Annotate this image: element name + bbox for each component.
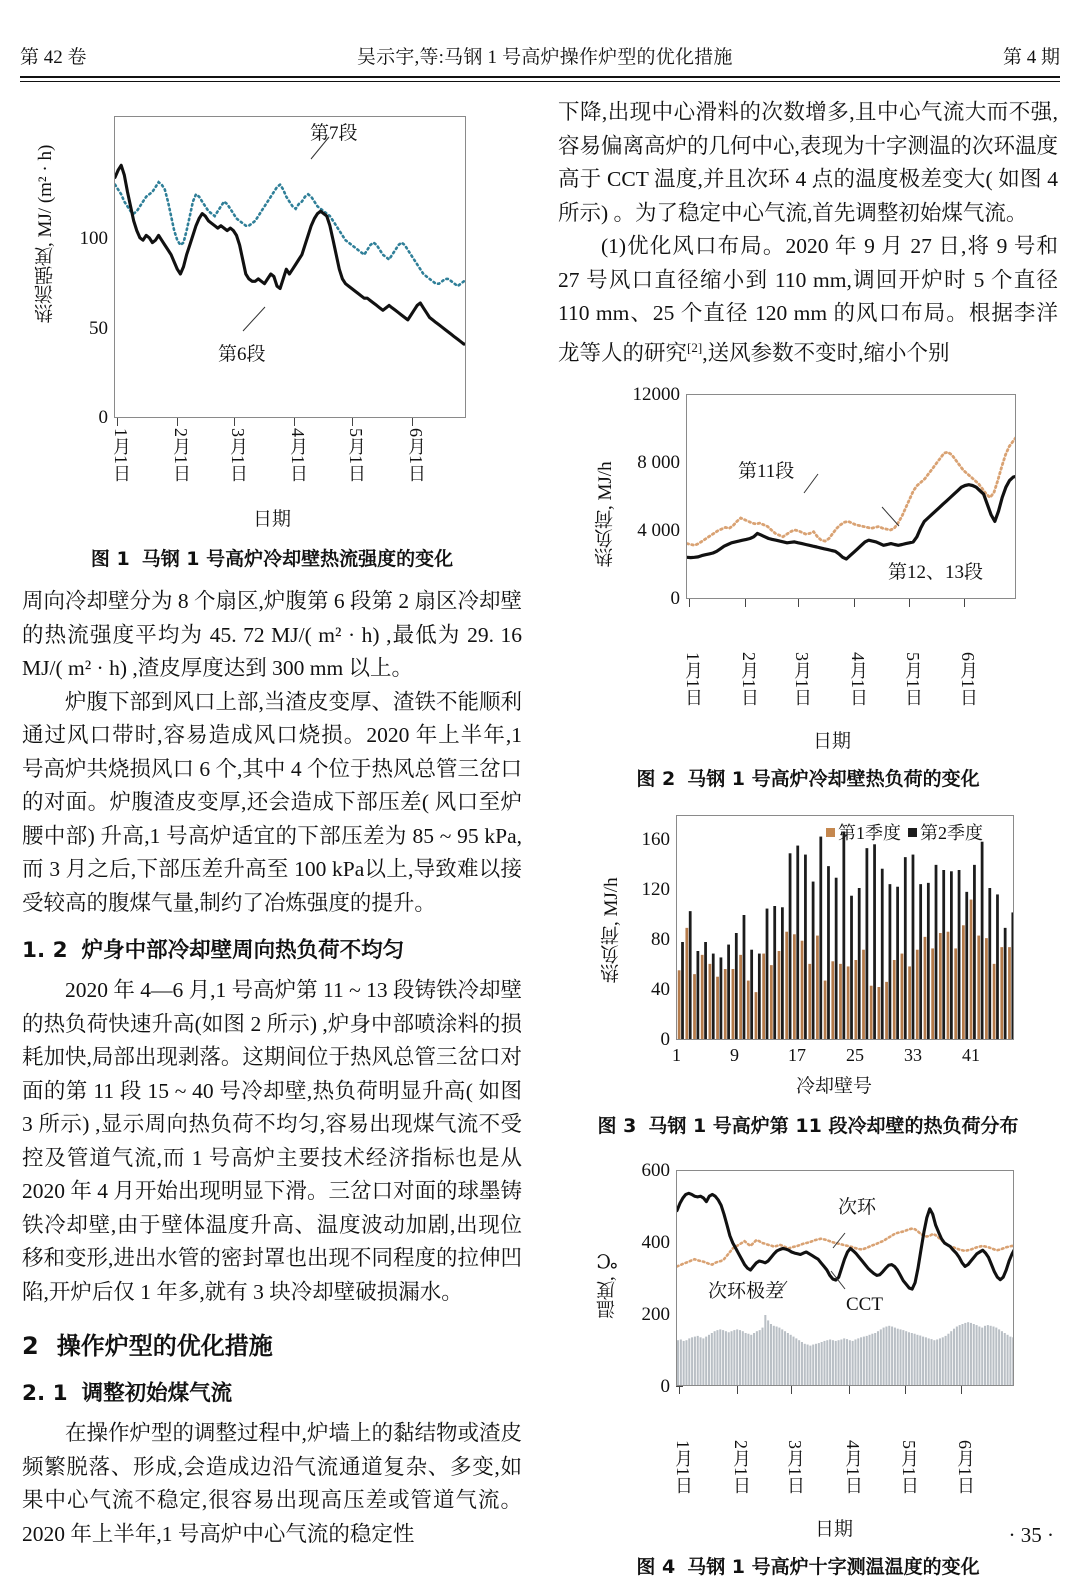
- fig3-y-tick-120: 120: [641, 879, 670, 901]
- right-paragraph-1: 下降,出现中心滑料的次数增多,且中心气流大而不强,容易偏离高炉的几何中心,表现为十字测温的次环温度高于 CCT 温度,并且次环 4 点的温度极差变大( 如图 4 所示) 。为了稳定中心气流,首先调整初始煤气流。: [558, 100, 1058, 225]
- fig4-x-tick-4: 5月1日: [899, 1440, 919, 1495]
- fig1-xtickmark: [234, 418, 235, 426]
- right-paragraph-2-post: ,送风参数不变时,缩小个别: [702, 340, 950, 365]
- fig1-y-tick-0: 0: [98, 407, 108, 428]
- fig4-x-tick-1: 2月1日: [731, 1440, 751, 1495]
- fig2-xtickmark: [689, 599, 690, 607]
- fig4-y-tick-600: 600: [641, 1160, 670, 1182]
- fig1-x-axis-label: 日期: [252, 509, 291, 530]
- figure-1-caption-label: 图 1: [90, 548, 130, 570]
- fig2-x-tick-5: 6月1日: [958, 652, 978, 707]
- fig2-y-tick-0: 0: [670, 588, 680, 610]
- fig1-x-tick-4: 5月1日: [346, 428, 366, 482]
- fig2-x-tick-labels: [558, 652, 1058, 726]
- right-column: [558, 96, 1058, 1593]
- fig3-x-tick-0: 1: [672, 1045, 681, 1066]
- left-paragraph-4: 在操作炉型的调整过程中,炉墙上的黏结物或渣皮频繁脱落、形成,会造成边沿气流通道复杂、多变,如果中心气流不稳定,很容易出现高压差或管道气流。2020 年上半年,1 号高炉中心气流的稳定性: [22, 1421, 522, 1546]
- heading-1-2: [22, 934, 522, 968]
- heading-2-1-text: 调整初始煤气流: [81, 1381, 233, 1406]
- fig2-x-tick-1: 2月1日: [739, 652, 759, 707]
- fig2-x-tick-3: 4月1日: [848, 652, 868, 707]
- running-head: [20, 38, 1060, 72]
- fig3-plot-area: [676, 815, 1014, 1040]
- figure-3-caption-label: 图 3: [597, 1115, 637, 1138]
- fig3-x-tick-1: 9: [730, 1045, 739, 1066]
- figure-1-caption: [22, 544, 522, 571]
- figure-4-caption-text: 马钢 1 号高炉十字测温温度的变化: [687, 1556, 980, 1579]
- fig4-annotation-cct: CCT: [846, 1294, 883, 1316]
- fig3-legend: [826, 819, 983, 845]
- fig3-y-axis-label: 热负荷, MJ/h: [601, 877, 622, 983]
- reference-marker: [2]: [687, 339, 703, 355]
- figure-3: [558, 805, 1058, 1138]
- fig3-svg: [677, 816, 1014, 1040]
- fig2-y-tick-12000: 12000: [632, 384, 680, 406]
- fig2-x-tick-2: 3月1日: [792, 652, 812, 707]
- fig4-xtickmark: [791, 1386, 792, 1394]
- legend-label-q2: 第2季度: [920, 823, 983, 844]
- fig3-y-tick-160: 160: [641, 829, 670, 851]
- figure-4: [558, 1152, 1058, 1579]
- heading-2-number: 2: [22, 1332, 39, 1360]
- fig1-xtickmark: [177, 418, 178, 426]
- fig2-annotation-duan1213: 第12、13段: [888, 562, 984, 584]
- fig4-y-tick-200: 200: [641, 1304, 670, 1326]
- figure-2-caption: [558, 764, 1058, 791]
- fig1-xtickmark: [352, 418, 353, 426]
- fig1-annotation-duan6: 第6段: [218, 344, 266, 365]
- issue-label: 第 4 期: [1002, 46, 1060, 68]
- fig4-y-tick-400: 400: [641, 1232, 670, 1254]
- fig2-xtickmark: [798, 599, 799, 607]
- fig3-x-axis-label: 冷却壁号: [795, 1076, 872, 1098]
- fig1-x-tick-0: 1月1日: [111, 428, 131, 482]
- legend-label-q1: 第1季度: [838, 823, 901, 844]
- figure-2: [558, 384, 1058, 791]
- fig3-x-tick-5: 41: [962, 1045, 980, 1066]
- right-paragraph-2-pre: (1)优化风口布局。2020 年 9 月 27 日,将 9 号和 27 号风口直径缩小到 110 mm,调回开炉时 5 个直径 110 mm、25 个直径 120 mm 的风口布局。根据李洋龙等人的研究: [558, 234, 1058, 365]
- heading-2-1: [22, 1377, 522, 1411]
- fig1-x-tick-2: 3月1日: [228, 428, 248, 482]
- fig4-xtickmark: [905, 1386, 906, 1394]
- fig1-annotation-duan7: 第7段: [310, 123, 358, 144]
- left-column: [22, 96, 522, 1551]
- heading-2-1-number: 2. 1: [22, 1381, 68, 1406]
- fig4-x-axis-label: 日期: [814, 1519, 853, 1541]
- volume-label: 第 42 卷: [20, 46, 87, 68]
- right-paragraph-2: [558, 230, 1058, 370]
- legend-swatch-q1: [826, 828, 835, 837]
- fig2-y-tick-8000: 8 000: [637, 452, 680, 474]
- left-paragraph-2: 炉腹下部到风口上部,当渣皮变厚、渣铁不能顺利通过风口带时,容易造成风口烧损。2020 年上半年,1 号高炉共烧损风口 6 个,其中 4 个位于热风总管三岔口的对面。炉腹渣皮变厚,还会造成下部压差( 风口至炉腰中部) 升高,1 号高炉适宜的下部压差为 85 ~ 95 kPa, 而 3 月之后,下部压差升高至 100 kPa以上,导致难以接受较高的腹煤气量,制约了冶炼强度的提升。: [22, 689, 522, 915]
- fig1-xtickmark: [294, 418, 295, 426]
- fig4-xtickmark: [961, 1386, 962, 1394]
- figure-4-caption-label: 图 4: [636, 1556, 676, 1579]
- figure-2-caption-text: 马钢 1 号高炉冷却壁热负荷的变化: [687, 768, 980, 791]
- fig1-x-axis-label-row: [22, 504, 522, 538]
- fig4-annotation-cihuan: 次环: [838, 1197, 877, 1219]
- fig2-xtickmark: [745, 599, 746, 607]
- fig1-y-tick-100: 100: [79, 228, 108, 249]
- heading-2: [22, 1329, 522, 1363]
- fig4-xtickmark: [679, 1386, 680, 1394]
- fig2-xtickmark: [964, 599, 965, 607]
- fig2-x-axis-label: 日期: [812, 731, 851, 753]
- fig1-x-tick-1: 2月1日: [171, 428, 191, 482]
- header-rule-thin: [20, 81, 1060, 82]
- fig4-xtickmark: [849, 1386, 850, 1394]
- fig4-x-axis-label-row: [558, 1514, 1058, 1546]
- fig3-y-tick-80: 80: [651, 929, 670, 951]
- fig2-y-tick-4000: 4 000: [637, 520, 680, 542]
- fig4-xtickmark: [737, 1386, 738, 1394]
- fig4-y-tick-0: 0: [660, 1376, 670, 1398]
- fig4-y-axis-label: 温度, ℃: [597, 1249, 618, 1319]
- fig3-y-tick-0: 0: [660, 1029, 670, 1051]
- fig3-x-tick-3: 25: [846, 1045, 864, 1066]
- heading-1-2-text: 炉身中部冷却壁周向热负荷不均匀: [81, 938, 405, 963]
- fig2-xtickmark: [854, 599, 855, 607]
- figure-1-caption-text: 马钢 1 号高炉冷却壁热流强度的变化: [141, 548, 454, 570]
- fig2-x-axis-label-row: [558, 726, 1058, 758]
- fig4-x-tick-0: 1月1日: [673, 1440, 693, 1495]
- fig2-xtickmark: [909, 599, 910, 607]
- fig1-x-tick-5: 6月1日: [406, 428, 426, 482]
- fig2-annotation-duan11: 第11段: [738, 461, 795, 483]
- fig4-x-tick-labels: [558, 1440, 1058, 1514]
- header-rule-thick: [20, 76, 1060, 78]
- heading-2-text: 操作炉型的优化措施: [56, 1332, 273, 1360]
- figure-3-caption-text: 马钢 1 号高炉第 11 段冷却壁的热负荷分布: [648, 1115, 1019, 1138]
- fig1-y-axis-label: 热流强度, MJ/ (m² · h): [35, 144, 56, 324]
- legend-swatch-q2: [908, 828, 917, 837]
- figure-2-caption-label: 图 2: [636, 768, 676, 791]
- fig4-x-tick-3: 4月1日: [843, 1440, 863, 1495]
- fig1-plot-area: [114, 116, 466, 418]
- figure-1: [22, 96, 522, 571]
- fig1-svg: [115, 117, 466, 418]
- fig2-x-tick-4: 5月1日: [903, 652, 923, 707]
- fig3-y-tick-40: 40: [651, 979, 670, 1001]
- fig4-annotation-cihuanjicha: 次环极差: [708, 1281, 785, 1303]
- article-title: 吴示宇,等:马钢 1 号高炉操作炉型的优化措施: [356, 46, 733, 68]
- fig1-y-tick-50: 50: [89, 318, 108, 339]
- fig2-x-tick-0: 1月1日: [683, 652, 703, 707]
- figure-4-caption: [558, 1552, 1058, 1579]
- fig1-x-tick-3: 4月1日: [288, 428, 308, 482]
- fig3-x-tick-2: 17: [788, 1045, 806, 1066]
- fig4-x-tick-5: 6月1日: [955, 1440, 975, 1495]
- heading-1-2-number: 1. 2: [22, 938, 68, 963]
- fig1-xtickmark: [412, 418, 413, 426]
- fig3-x-tick-4: 33: [904, 1045, 922, 1066]
- fig1-x-tick-labels: [22, 426, 522, 504]
- fig1-xtickmark: [117, 418, 118, 426]
- left-paragraph-1: 周向冷却壁分为 8 个扇区,炉腹第 6 段第 2 扇区冷却壁的热流强度平均为 45. 72 MJ/( m² · h) ,最低为 29. 16 MJ/( m² · h) ,渣皮厚度达到 300 mm 以上。: [22, 589, 522, 680]
- fig4-x-tick-2: 3月1日: [785, 1440, 805, 1495]
- figure-3-caption: [558, 1111, 1058, 1138]
- left-paragraph-3: 2020 年 4—6 月,1 号高炉第 11 ~ 13 段铸铁冷却壁的热负荷快速升高(如图 2 所示) ,炉身中部喷涂料的损耗加快,局部出现剥落。这期间位于热风总管三岔口对面的第 11 段 15 ~ 40 号冷却壁,热负荷明显升高( 如图 3 所示) ,显示周向热负荷不均匀,容易出现煤气流不受控及管道气流,而 1 号高炉主要技术经济指标也是从 2020 年 4 月开始出现明显下滑。三岔口对面的球墨铸铁冷却壁,由于壁体温度升高、温度波动加剧,出现位移和变形,进出水管的密封罩也出现不同程度的拉伸凹陷,开炉后仅 1 年多,就有 3 块冷却壁破损漏水。: [22, 978, 522, 1304]
- fig2-y-axis-label: 热负荷, MJ/h: [595, 461, 616, 567]
- page-number: · 35 ·: [1008, 1523, 1054, 1547]
- fig3-x-axis-label-row: [558, 1071, 1058, 1105]
- header-rules: [20, 76, 1060, 82]
